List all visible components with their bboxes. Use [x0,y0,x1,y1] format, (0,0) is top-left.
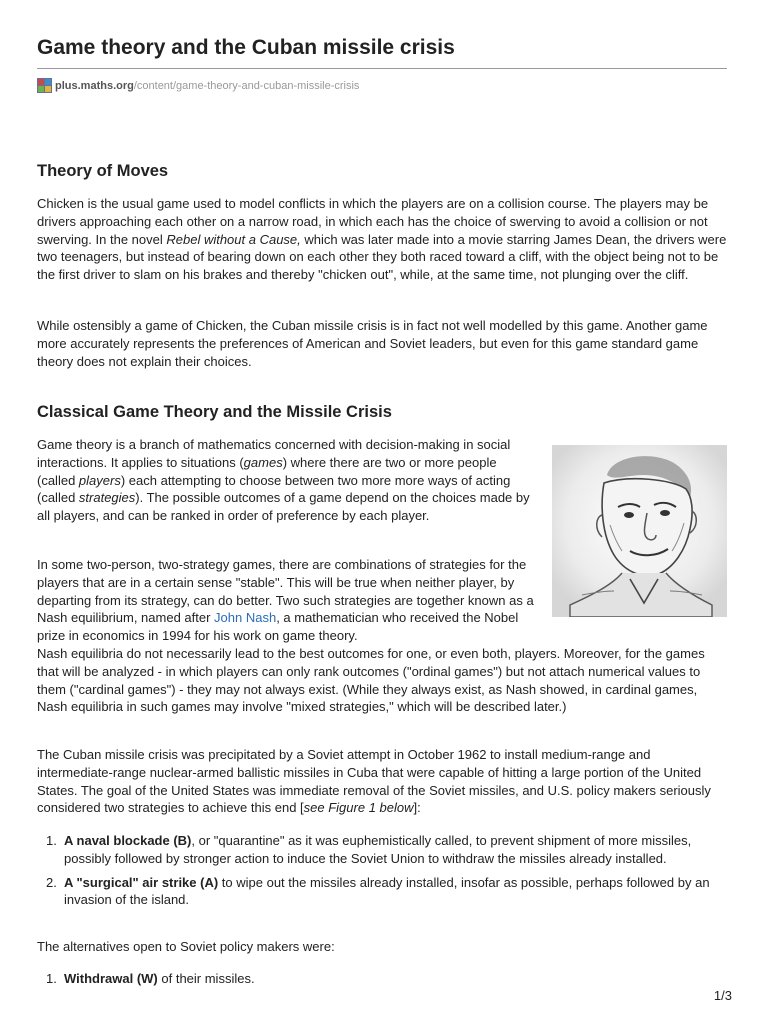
source-path[interactable]: /content/game-theory-and-cuban-missile-crisis [133,79,360,92]
list-item: 2. A "surgical" air strike (A) to wipe out the missiles already installed, insofar as possible, perhaps followed by an invasion of the island. [46,874,710,908]
title-divider [37,68,727,69]
paragraph-nash-equilibrium: In some two-person, two-strategy games, there are combinations of strategies for the players that are in a certain sense "stable". This will be true when neither player, by departing from its strategy, can do better. Two such strategies are together known as a Nash equilibrium, named after John Nash, a mathematician who received the Nobel prize in economics in 1994 for his work on game theory. [37,557,534,644]
us-strategies-list [37,832,727,915]
page-title: Game theory and the Cuban missile crisis [37,36,455,59]
paragraph-ostensibly: While ostensibly a game of Chicken, the Cuban missile crisis is in fact not well modelled by this game. Another game more accurately represents the preferences of American and Soviet leaders, but even for this game standard game theory does not explain their choices. [37,318,708,369]
john-nash-link[interactable]: John Nash [214,610,277,626]
paragraph-chicken: Chicken is the usual game used to model conflicts in which the players are on a collision course. The players may be drivers approaching each other on a narrow road, in which each has the choice of swerving to avoid a collision or not swerving. In the novel Rebel without a Cause, which was later made into a movie starring James Dean, the drivers were two teenagers, but instead of bearing down on each other they both raced toward a cliff, with the object being not to be the first driver to slam on his brakes and thereby "chicken out", while, at the same time, not plunging over the cliff. [37,196,727,283]
section-heading-classical: Classical Game Theory and the Missile Crisis [37,403,392,421]
paragraph-cuban-crisis: The Cuban missile crisis was precipitated by a Soviet attempt in October 1962 to install medium-range and intermediate-range nuclear-armed ballistic missiles in Cuba that were capable of hitting a large portion of the United States. The goal of the United States was immediate removal of the Soviet missiles, and U.S. policy makers seriously considered two strategies to achieve this end [see Figure 1 below]: [37,747,711,816]
list-item: 1. Withdrawal (W) of their missiles. [46,971,255,986]
list-item: 1. A naval blockade (B), or "quarantine" as it was euphemistically called, to prevent shipment of more missiles, possibly followed by stronger action to induce the Soviet Union to withdraw the missiles already installed. [46,833,692,866]
paragraph-soviet-alternatives: The alternatives open to Soviet policy makers were: [37,939,335,954]
john-nash-portrait [552,445,727,617]
soviet-strategies-list [37,970,727,994]
page-number: 1/3 [713,988,732,1003]
source-domain[interactable]: plus.maths.org [55,79,134,92]
site-favicon-icon [37,78,52,93]
paragraph-game-theory-definition: Game theory is a branch of mathematics concerned with decision-making in social interactions. It applies to situations (games) where there are two or more people (called players) each attempting to choose between two more more ways of acting (called strategies). The possible outcomes of a game depend on the choices made by all players, and can be ranked in order of preference by each player. [37,437,530,524]
paragraph-nash-not-best: Nash equilibria do not necessarily lead to the best outcomes for one, or even both, players. Moreover, for the games that will be analyzed - in which players can only rank outcomes ("ordinal games") but not attach numerical values to them ("cardinal games") - they may not always exist. (While they always exist, as Nash showed, in cardinal games, Nash equilibria in such games may involve "mixed strategies," which will be described later.) [37,646,705,715]
section-heading-theory-of-moves: Theory of Moves [37,162,169,180]
source-link[interactable] [37,78,359,93]
